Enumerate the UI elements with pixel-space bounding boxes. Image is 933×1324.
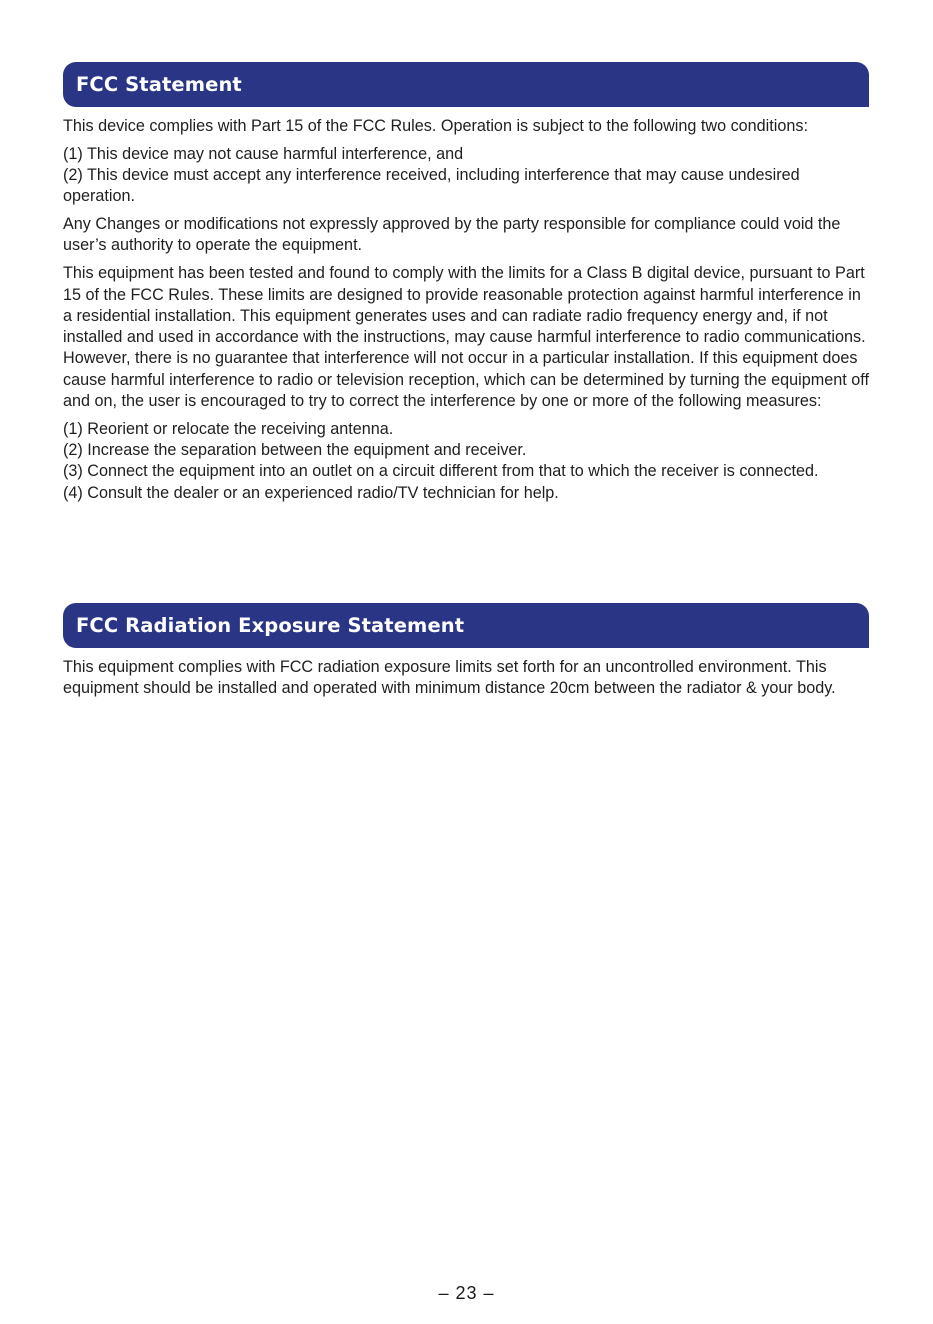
fcc-statement-header <box>63 62 869 107</box>
fcc-measure-item: (4) Consult the dealer or an experienced radio/TV technician for help. <box>63 483 559 502</box>
radiation-exposure-body <box>63 657 873 706</box>
fcc-condition-item: (1) This device may not cause harmful interference, and <box>63 144 464 163</box>
fcc-measure-item: (2) Increase the separation between the equipment and receiver. <box>63 441 527 460</box>
radiation-exposure-paragraph: This equipment complies with FCC radiation exposure limits set forth for an uncontrolled environment. This equipment should be installed and operated with minimum distance 20cm between the radiator & your body. <box>63 658 836 698</box>
fcc-changes-paragraph: Any Changes or modifications not expressly approved by the party responsible for compliance could void the user’s authority to operate the equipment. <box>63 215 841 255</box>
radiation-exposure-title: FCC Radiation Exposure Statement <box>76 614 465 637</box>
fcc-condition-item: (2) This device must accept any interference received, including interference that may cause undesired operation. <box>63 166 800 206</box>
fcc-statement-body <box>63 116 873 511</box>
fcc-statement-title: FCC Statement <box>76 73 242 96</box>
fcc-tested-paragraph: This equipment has been tested and found to comply with the limits for a Class B digital device, pursuant to Part 15 of the FCC Rules. These limits are designed to provide reasonable protection against harmful interference in a residential installation. This equipment generates uses and can radiate radio frequency energy and, if not installed and used in accordance with the instructions, may cause harmful interference to radio communications. However, there is no guarantee that interference will not occur in a particular installation. If this equipment does cause harmful interference to radio or television reception, which can be determined by turning the equipment off and on, the user is encouraged to try to correct the interference by one or more of the following measures: <box>63 264 869 411</box>
page-number: – 23 – <box>438 1283 495 1303</box>
fcc-conditions-list <box>63 144 873 208</box>
fcc-intro-paragraph: This device complies with Part 15 of the FCC Rules. Operation is subject to the following two conditions: <box>63 117 808 135</box>
radiation-exposure-header <box>63 603 869 648</box>
fcc-measures-list <box>63 419 873 504</box>
fcc-measure-item: (1) Reorient or relocate the receiving antenna. <box>63 419 394 438</box>
fcc-measure-item: (3) Connect the equipment into an outlet on a circuit different from that to which the receiver is connected. <box>63 462 819 481</box>
